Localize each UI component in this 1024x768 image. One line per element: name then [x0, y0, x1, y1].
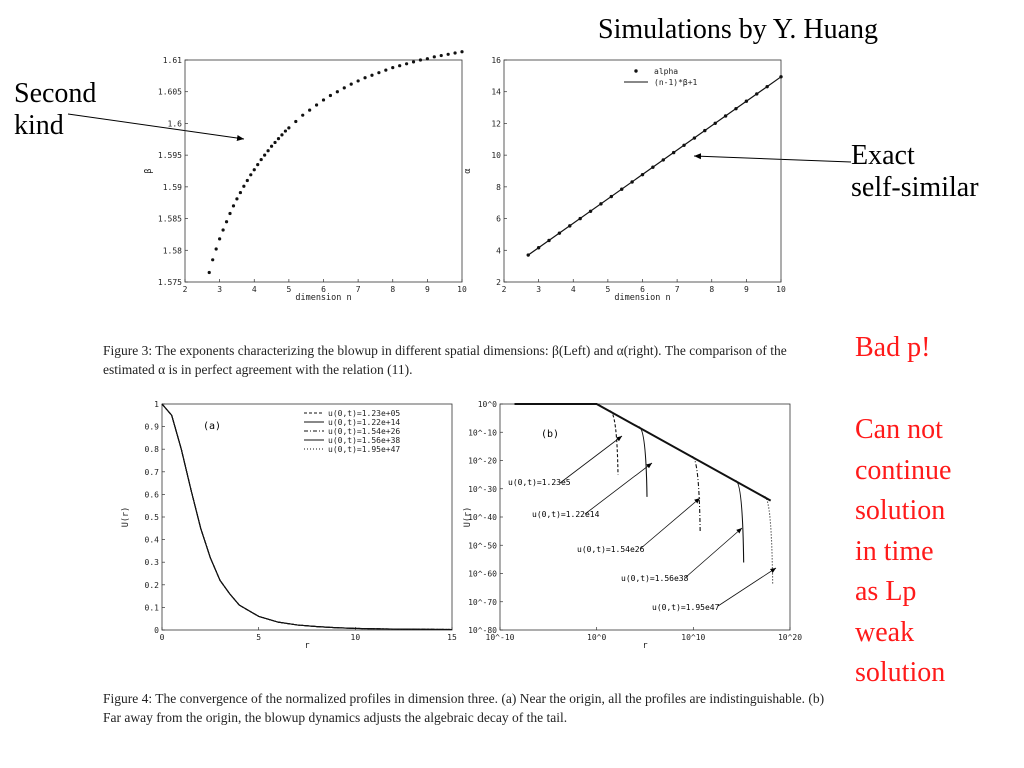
alpha-chart-ytick-label: 10	[491, 151, 501, 161]
alpha-point	[568, 224, 571, 227]
profiles-chart-xtick-label: 15	[447, 633, 457, 642]
profiles-chart-xtick-label: 10	[350, 633, 361, 642]
tails-ytick-label: 10^-30	[468, 484, 497, 494]
alpha-point	[703, 129, 706, 132]
beta-chart-xtick-label: 4	[251, 285, 257, 294]
beta-point	[336, 90, 339, 93]
beta-chart-xtick-label: 9	[424, 285, 430, 294]
tails-ytick-label: 10^-10	[468, 428, 497, 438]
profiles-chart-ytick-label: 0.2	[144, 580, 159, 590]
beta-point	[377, 71, 380, 74]
profiles-chart-frame	[162, 404, 452, 630]
beta-point	[447, 53, 450, 56]
beta-chart-ytick-label: 1.58	[162, 246, 182, 256]
beta-point	[460, 50, 463, 53]
red-note-line: solution	[855, 495, 946, 526]
red-note-line: solution	[855, 657, 946, 688]
tails-xtick-label: 10^0	[587, 633, 607, 642]
alpha-chart-xtick-label: 7	[674, 285, 680, 294]
alpha-point	[527, 253, 530, 256]
alpha-chart-ylabel: α	[463, 168, 473, 174]
tails-ytick-label: 10^-70	[468, 597, 497, 607]
profile-series-line	[162, 404, 452, 630]
beta-point	[398, 64, 401, 67]
beta-point	[419, 58, 422, 61]
tails-annotation-arrow	[640, 498, 700, 549]
profile-series-line	[162, 404, 452, 630]
beta-chart-xtick-label: 7	[355, 285, 361, 294]
beta-point	[263, 154, 266, 157]
beta-point	[249, 173, 252, 176]
profile-series-line	[162, 404, 452, 630]
beta-point	[294, 120, 297, 123]
beta-point	[370, 74, 373, 77]
alpha-point	[682, 144, 685, 147]
profiles-chart-ylabel: U(r)	[121, 506, 131, 528]
beta-point	[433, 55, 436, 58]
profiles-chart-ytick-label: 0.1	[144, 603, 159, 613]
annotation-b-2: u(0,t)=1.22e14	[532, 510, 600, 519]
beta-chart-ytick-label: 1.585	[157, 214, 182, 224]
alpha-chart-ytick-label: 4	[496, 246, 501, 256]
profile-series-line	[162, 404, 452, 630]
alpha-fit-line	[528, 77, 781, 255]
beta-point	[228, 212, 231, 215]
alpha-point	[651, 165, 654, 168]
alpha-point	[714, 122, 717, 125]
annotation-b-4: u(0,t)=1.56e38	[621, 574, 689, 583]
left-note-line: kind	[14, 110, 64, 141]
alpha-chart-xlabel: dimension n	[614, 293, 671, 303]
self-similar-arrow	[694, 156, 851, 162]
tails-cutoff-line	[639, 427, 647, 497]
beta-chart-xtick-label: 10	[457, 285, 467, 294]
beta-point	[343, 86, 346, 89]
alpha-legend-label: alpha	[654, 67, 679, 76]
beta-chart-ylabel: β	[144, 168, 154, 174]
alpha-chart-xtick-label: 4	[570, 285, 576, 294]
alpha-chart-xtick-label: 3	[536, 285, 542, 294]
alpha-chart-ytick-label: 8	[496, 182, 501, 192]
figure3-caption: Figure 3: The exponents characterizing the blowup in different spatial dimensions: β(Left) and α(right). The comparison of the estimated α is in perfect agreement with the relation (11).	[103, 343, 787, 377]
alpha-chart-xtick-label: 2	[501, 285, 507, 294]
profiles-legend-label: u(0,t)=1.54e+26	[328, 427, 401, 436]
tails-xtick-label: 10^-10	[485, 633, 515, 642]
alpha-chart-xtick-label: 10	[776, 285, 786, 294]
alpha-point	[547, 239, 550, 242]
beta-point	[391, 66, 394, 69]
beta-point	[239, 191, 242, 194]
annotation-b-3: u(0,t)=1.54e26	[577, 545, 645, 554]
profiles-chart-xlabel: r	[304, 641, 310, 651]
tails-cutoff-line	[610, 411, 618, 475]
bad-p-title: Bad p!	[855, 332, 931, 363]
red-note-line: in time	[855, 535, 934, 567]
alpha-chart-ytick-label: 12	[491, 119, 501, 129]
beta-point	[301, 114, 304, 117]
tails-annotation-arrow	[718, 568, 776, 606]
beta-point	[273, 141, 276, 144]
left-note-line: Second	[14, 78, 97, 109]
beta-point	[232, 204, 235, 207]
beta-chart-ytick-label: 1.575	[157, 278, 182, 287]
panel-b-label: (b)	[541, 429, 560, 440]
beta-point	[440, 54, 443, 57]
beta-point	[246, 179, 249, 182]
beta-point	[453, 51, 456, 54]
alpha-point	[745, 100, 748, 103]
alpha-point	[662, 158, 665, 161]
beta-point	[256, 163, 259, 166]
beta-point	[253, 168, 256, 171]
beta-point	[260, 158, 263, 161]
alpha-point	[610, 195, 613, 198]
annotation-b-5: u(0,t)=1.95e47	[652, 603, 720, 612]
tails-xlabel: r	[642, 641, 648, 651]
beta-chart-xtick-label: 3	[217, 285, 223, 294]
figure4-caption: Figure 4: The convergence of the normalized profiles in dimension three. (a) Near the origin, all the profiles are indistinguishable. (b) Far away from the origin, the blowup dynamics adjusts the algebraic decay of the tail.	[103, 691, 825, 725]
profiles-chart-ytick-label: 0.3	[144, 558, 159, 568]
beta-point	[235, 197, 238, 200]
beta-chart-ytick-label: 1.6	[167, 119, 182, 129]
tails-ylabel: U(r)	[463, 506, 473, 528]
beta-point	[284, 129, 287, 132]
beta-point	[350, 83, 353, 86]
tails-xtick-label: 10^20	[777, 633, 803, 642]
beta-point	[357, 79, 360, 82]
beta-chart-ytick-label: 1.605	[157, 87, 182, 97]
alpha-legend-label: (n-1)*β+1	[654, 78, 698, 87]
alpha-point	[693, 136, 696, 139]
profiles-chart-ytick-label: 0.9	[144, 422, 159, 432]
alpha-point	[641, 173, 644, 176]
beta-point	[426, 57, 429, 60]
alpha-chart-xtick-label: 6	[640, 285, 645, 294]
tails-annotation-arrow	[585, 463, 652, 514]
alpha-point	[672, 151, 675, 154]
beta-chart-frame	[185, 60, 462, 282]
second-kind-arrow	[68, 114, 244, 139]
beta-point	[225, 220, 228, 223]
tails-annotation-arrow	[560, 436, 622, 483]
right-note-line: Exact	[851, 140, 915, 171]
profiles-legend-label: u(0,t)=1.56e+38	[328, 436, 401, 445]
beta-point	[384, 69, 387, 72]
alpha-chart-ytick-label: 2	[496, 278, 501, 287]
profiles-chart-ytick-label: 0.6	[144, 490, 159, 500]
beta-chart-ytick-label: 1.59	[162, 182, 182, 192]
tails-ytick-label: 10^-60	[468, 569, 497, 579]
tails-ytick-label: 10^-40	[468, 513, 497, 522]
alpha-point	[558, 231, 561, 234]
beta-point	[270, 145, 273, 148]
beta-point	[218, 237, 221, 240]
alpha-point	[589, 210, 592, 213]
profiles-legend-label: u(0,t)=1.23e+05	[328, 409, 401, 418]
red-note-line: continue	[855, 454, 952, 486]
profiles-chart-ytick-label: 0.7	[144, 467, 159, 477]
profiles-legend-label: u(0,t)=1.22e+14	[328, 418, 401, 427]
red-note-line: Can not	[855, 414, 943, 445]
tails-cutoff-line	[692, 456, 700, 532]
red-note-line: weak	[855, 616, 915, 648]
beta-chart-xtick-label: 5	[286, 285, 292, 294]
tails-ytick-label: 10^-80	[468, 626, 497, 635]
tails-ytick-label: 10^-50	[468, 541, 497, 551]
alpha-point	[734, 107, 737, 110]
beta-point	[242, 185, 245, 188]
alpha-point	[537, 246, 540, 249]
alpha-chart-frame	[504, 60, 781, 282]
beta-point	[363, 76, 366, 79]
beta-point	[412, 60, 415, 63]
profiles-chart-ytick-label: 0.8	[144, 445, 159, 455]
beta-point	[322, 98, 325, 101]
beta-point	[287, 126, 290, 129]
profiles-chart-xtick-label: 5	[256, 633, 262, 642]
beta-point	[277, 137, 280, 140]
beta-point	[221, 228, 224, 231]
tails-cutoff-line	[736, 481, 744, 563]
alpha-point	[765, 85, 768, 88]
alpha-point	[620, 188, 623, 191]
beta-point	[208, 271, 211, 274]
beta-point	[211, 258, 214, 261]
panel-a-label: (a)	[203, 421, 222, 432]
beta-point	[267, 149, 270, 152]
alpha-chart-ytick-label: 14	[491, 87, 501, 97]
profiles-chart-ytick-label: 0.5	[144, 513, 159, 522]
alpha-chart-xtick-label: 8	[709, 285, 715, 294]
annotation-b-1: u(0,t)=1.23e5	[508, 478, 571, 487]
right-note-line: self-similar	[851, 172, 979, 203]
beta-point	[308, 109, 311, 112]
alpha-chart-ytick-label: 16	[491, 56, 501, 65]
credit-text: Simulations by Y. Huang	[598, 14, 879, 45]
alpha-point	[599, 202, 602, 205]
beta-chart-xtick-label: 6	[321, 285, 326, 294]
tails-ytick-label: 10^-20	[468, 456, 497, 466]
profiles-chart-xtick-label: 0	[159, 633, 165, 642]
alpha-point	[779, 75, 782, 78]
profiles-legend-label: u(0,t)=1.95e+47	[328, 445, 401, 454]
alpha-point	[578, 217, 581, 220]
red-note-line: as Lp	[855, 576, 917, 607]
alpha-chart-ytick-label: 6	[496, 214, 501, 224]
profiles-chart-ytick-label: 1	[154, 400, 159, 409]
beta-point	[329, 94, 332, 97]
profiles-chart-ytick-label: 0	[154, 626, 159, 635]
beta-point	[215, 247, 218, 250]
beta-chart-ytick-label: 1.595	[157, 151, 182, 161]
alpha-point	[755, 92, 758, 95]
tails-xtick-label: 10^10	[681, 633, 706, 642]
tails-ytick-label: 10^0	[477, 400, 497, 409]
beta-chart-xtick-label: 8	[390, 285, 396, 294]
beta-chart-ytick-label: 1.61	[162, 56, 182, 65]
beta-point	[280, 133, 283, 136]
beta-point	[315, 103, 318, 106]
tails-annotation-arrow	[686, 528, 742, 577]
alpha-point	[724, 114, 727, 117]
alpha-chart-xtick-label: 9	[743, 285, 749, 294]
alpha-legend-marker	[634, 69, 637, 72]
profiles-chart-ytick-label: 0.4	[144, 535, 159, 545]
beta-point	[405, 62, 408, 65]
alpha-point	[630, 180, 633, 183]
profile-series-line	[162, 404, 452, 630]
beta-chart-xtick-label: 2	[182, 285, 188, 294]
alpha-chart-xtick-label: 5	[605, 285, 611, 294]
beta-chart-xlabel: dimension n	[295, 293, 352, 303]
